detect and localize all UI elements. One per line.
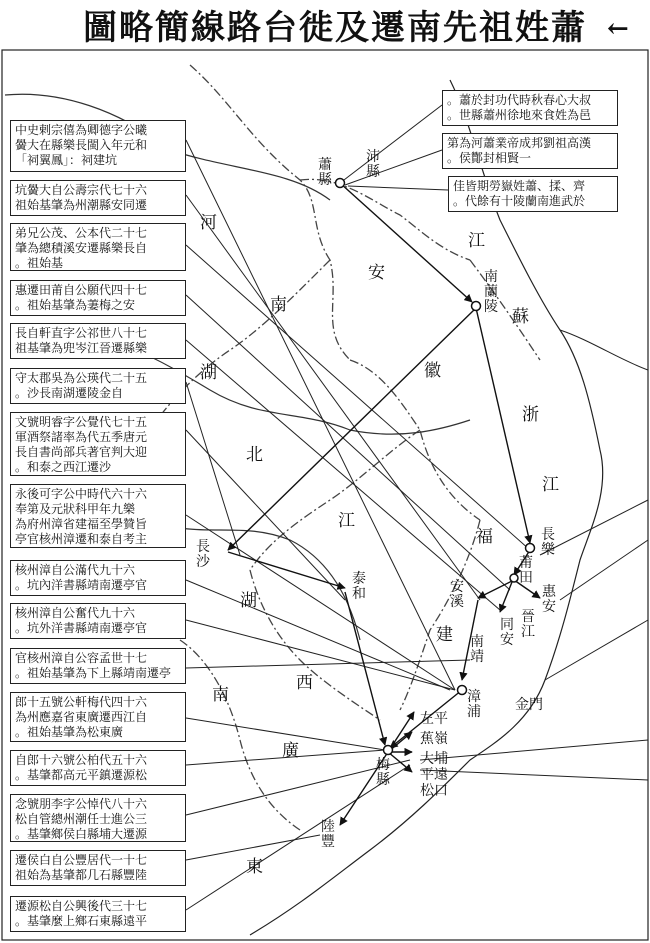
province-he: 河 bbox=[200, 213, 217, 233]
place-zuo-ping: 左平 bbox=[420, 711, 448, 727]
province-zhe: 浙 bbox=[522, 405, 539, 425]
province-hu1: 湖 bbox=[200, 363, 217, 383]
place-jin-jiang: 晉江 bbox=[521, 609, 535, 640]
leader-lines bbox=[186, 105, 648, 910]
left-note-13: 自郎十六號公柏代五十六 。基肇都高元平鎮遷源松 bbox=[10, 750, 186, 786]
back-arrow-icon[interactable]: ← bbox=[607, 14, 629, 44]
province-guang: 廣 bbox=[282, 741, 299, 761]
place-an-xi: 安溪 bbox=[450, 579, 464, 610]
left-note-15: 遷侯白自公豐居代一十七 祖始為基肇都几石縣豐陸 bbox=[10, 850, 186, 886]
province-jian: 建 bbox=[436, 625, 453, 645]
right-note-1: 。蕭於封功代時秋春心大叔 。世縣蕭州徐地來食姓為邑 bbox=[442, 90, 618, 126]
place-pei-xian: 沛縣 bbox=[366, 149, 380, 180]
place-zhang-pu: 漳浦 bbox=[467, 689, 481, 720]
right-note-3: 佳皆期勞嶽姓蕭、揉、齊 。代餘有十陵蘭南進武於 bbox=[448, 176, 618, 212]
province-nan1: 南 bbox=[270, 295, 287, 315]
left-note-3: 弟兄公茂、公本代二十七 肇為總積溪安遷縣樂長自 。祖始基 bbox=[10, 223, 186, 271]
province-jiang1: 江 bbox=[468, 231, 485, 251]
place-nan-lan-ling: 南蘭陵 bbox=[484, 269, 498, 315]
province-jiang3: 江 bbox=[338, 511, 355, 531]
place-hui-an: 惠安 bbox=[542, 584, 556, 615]
place-chang-le: 長樂 bbox=[541, 527, 555, 558]
place-jiao-ling: 蕉嶺 bbox=[420, 731, 448, 747]
page-title: 圖略簡線路台徙及遷南先祖姓蕭 bbox=[83, 8, 587, 48]
left-note-8: 永後可字公中時代六十六 奉第及元狀科甲年九樂 為府州漳省建福至學贊旨 亭官核州漳遷和泰自考主 bbox=[10, 484, 186, 548]
province-hu2: 湖 bbox=[240, 591, 257, 611]
left-note-16: 遷源松自公興後代三十七 。基肇麼上鄉石東縣遠平 bbox=[10, 896, 186, 932]
province-dong: 東 bbox=[246, 857, 263, 877]
province-an: 安 bbox=[368, 263, 385, 283]
place-mei-xian: 梅縣 bbox=[376, 757, 390, 788]
left-note-14: 念號朋李字公悼代八十六 松自管總州潮任士進公三 。基肇鄉侯白縣埔大遷源 bbox=[10, 794, 186, 842]
place-chang-sha: 長沙 bbox=[196, 539, 210, 570]
place-tai-he: 泰和 bbox=[352, 571, 366, 602]
place-lu-feng: 陸豐 bbox=[321, 819, 335, 850]
place-tong-an: 同安 bbox=[500, 617, 514, 648]
province-nan2: 南 bbox=[212, 685, 229, 705]
province-jiang2: 江 bbox=[542, 475, 559, 495]
left-note-1: 中史剌宗僖為卿德字公曦 黌大在縣樂長閩入年元和 「祠翼鳳」：祠建坑 bbox=[10, 120, 186, 172]
left-note-2: 坑黌大自公壽宗代七十六 祖始基肇為州潮縣安同遷 bbox=[10, 180, 186, 216]
place-nan-jing: 南靖 bbox=[470, 634, 484, 665]
left-note-9: 核州漳自公滿代九十六 。坑內洋書縣靖南遷亭官 bbox=[10, 560, 186, 596]
province-fu: 福 bbox=[476, 527, 493, 547]
left-note-7: 文號明睿字公覺代七十五 軍酒祭諸率為代五季唐元 長自書尚部兵著官判大迎 。和泰之西江遷沙 bbox=[10, 412, 186, 476]
left-note-6: 守太郡吳為公瑛代二十五 。沙長南湖遷陵金自 bbox=[10, 368, 186, 404]
place-pu-tian: 莆田 bbox=[519, 555, 533, 586]
left-note-5: 長自軒直字公祁世八十七 祖基肇為兜岑江晉遷縣樂 bbox=[10, 323, 186, 359]
province-hui: 徽 bbox=[424, 361, 441, 381]
place-ping-yuan: 平遠 bbox=[420, 767, 448, 783]
province-xi: 西 bbox=[296, 673, 313, 693]
place-song-kou: 松口 bbox=[420, 783, 448, 799]
left-note-11: 官核州漳自公容孟世十七 。祖始基肇為下上縣靖南遷亭 bbox=[10, 648, 186, 684]
right-note-2: 第為河蕭業帝成邦劉祖高漢 。侯酇封相賢一 bbox=[442, 133, 618, 169]
left-note-4: 惠遷田莆自公願代四十七 。祖始基肇為萋梅之安 bbox=[10, 280, 186, 316]
province-su: 蘇 bbox=[512, 307, 529, 327]
place-da-pu: 大埔 bbox=[420, 751, 448, 767]
left-note-12: 郎十五號公軒梅代四十六 為州應嘉省東廣遷西江自 。祖始基肇為松東廣 bbox=[10, 692, 186, 742]
place-jin-men: 金門 bbox=[515, 697, 543, 713]
province-bei: 北 bbox=[246, 445, 263, 465]
place-xiao-xian: 蕭縣 bbox=[318, 157, 332, 188]
coast-shelf bbox=[560, 330, 648, 370]
left-note-10: 核州漳自公奮代九十六 。坑外洋書縣靖南遷亭官 bbox=[10, 603, 186, 639]
